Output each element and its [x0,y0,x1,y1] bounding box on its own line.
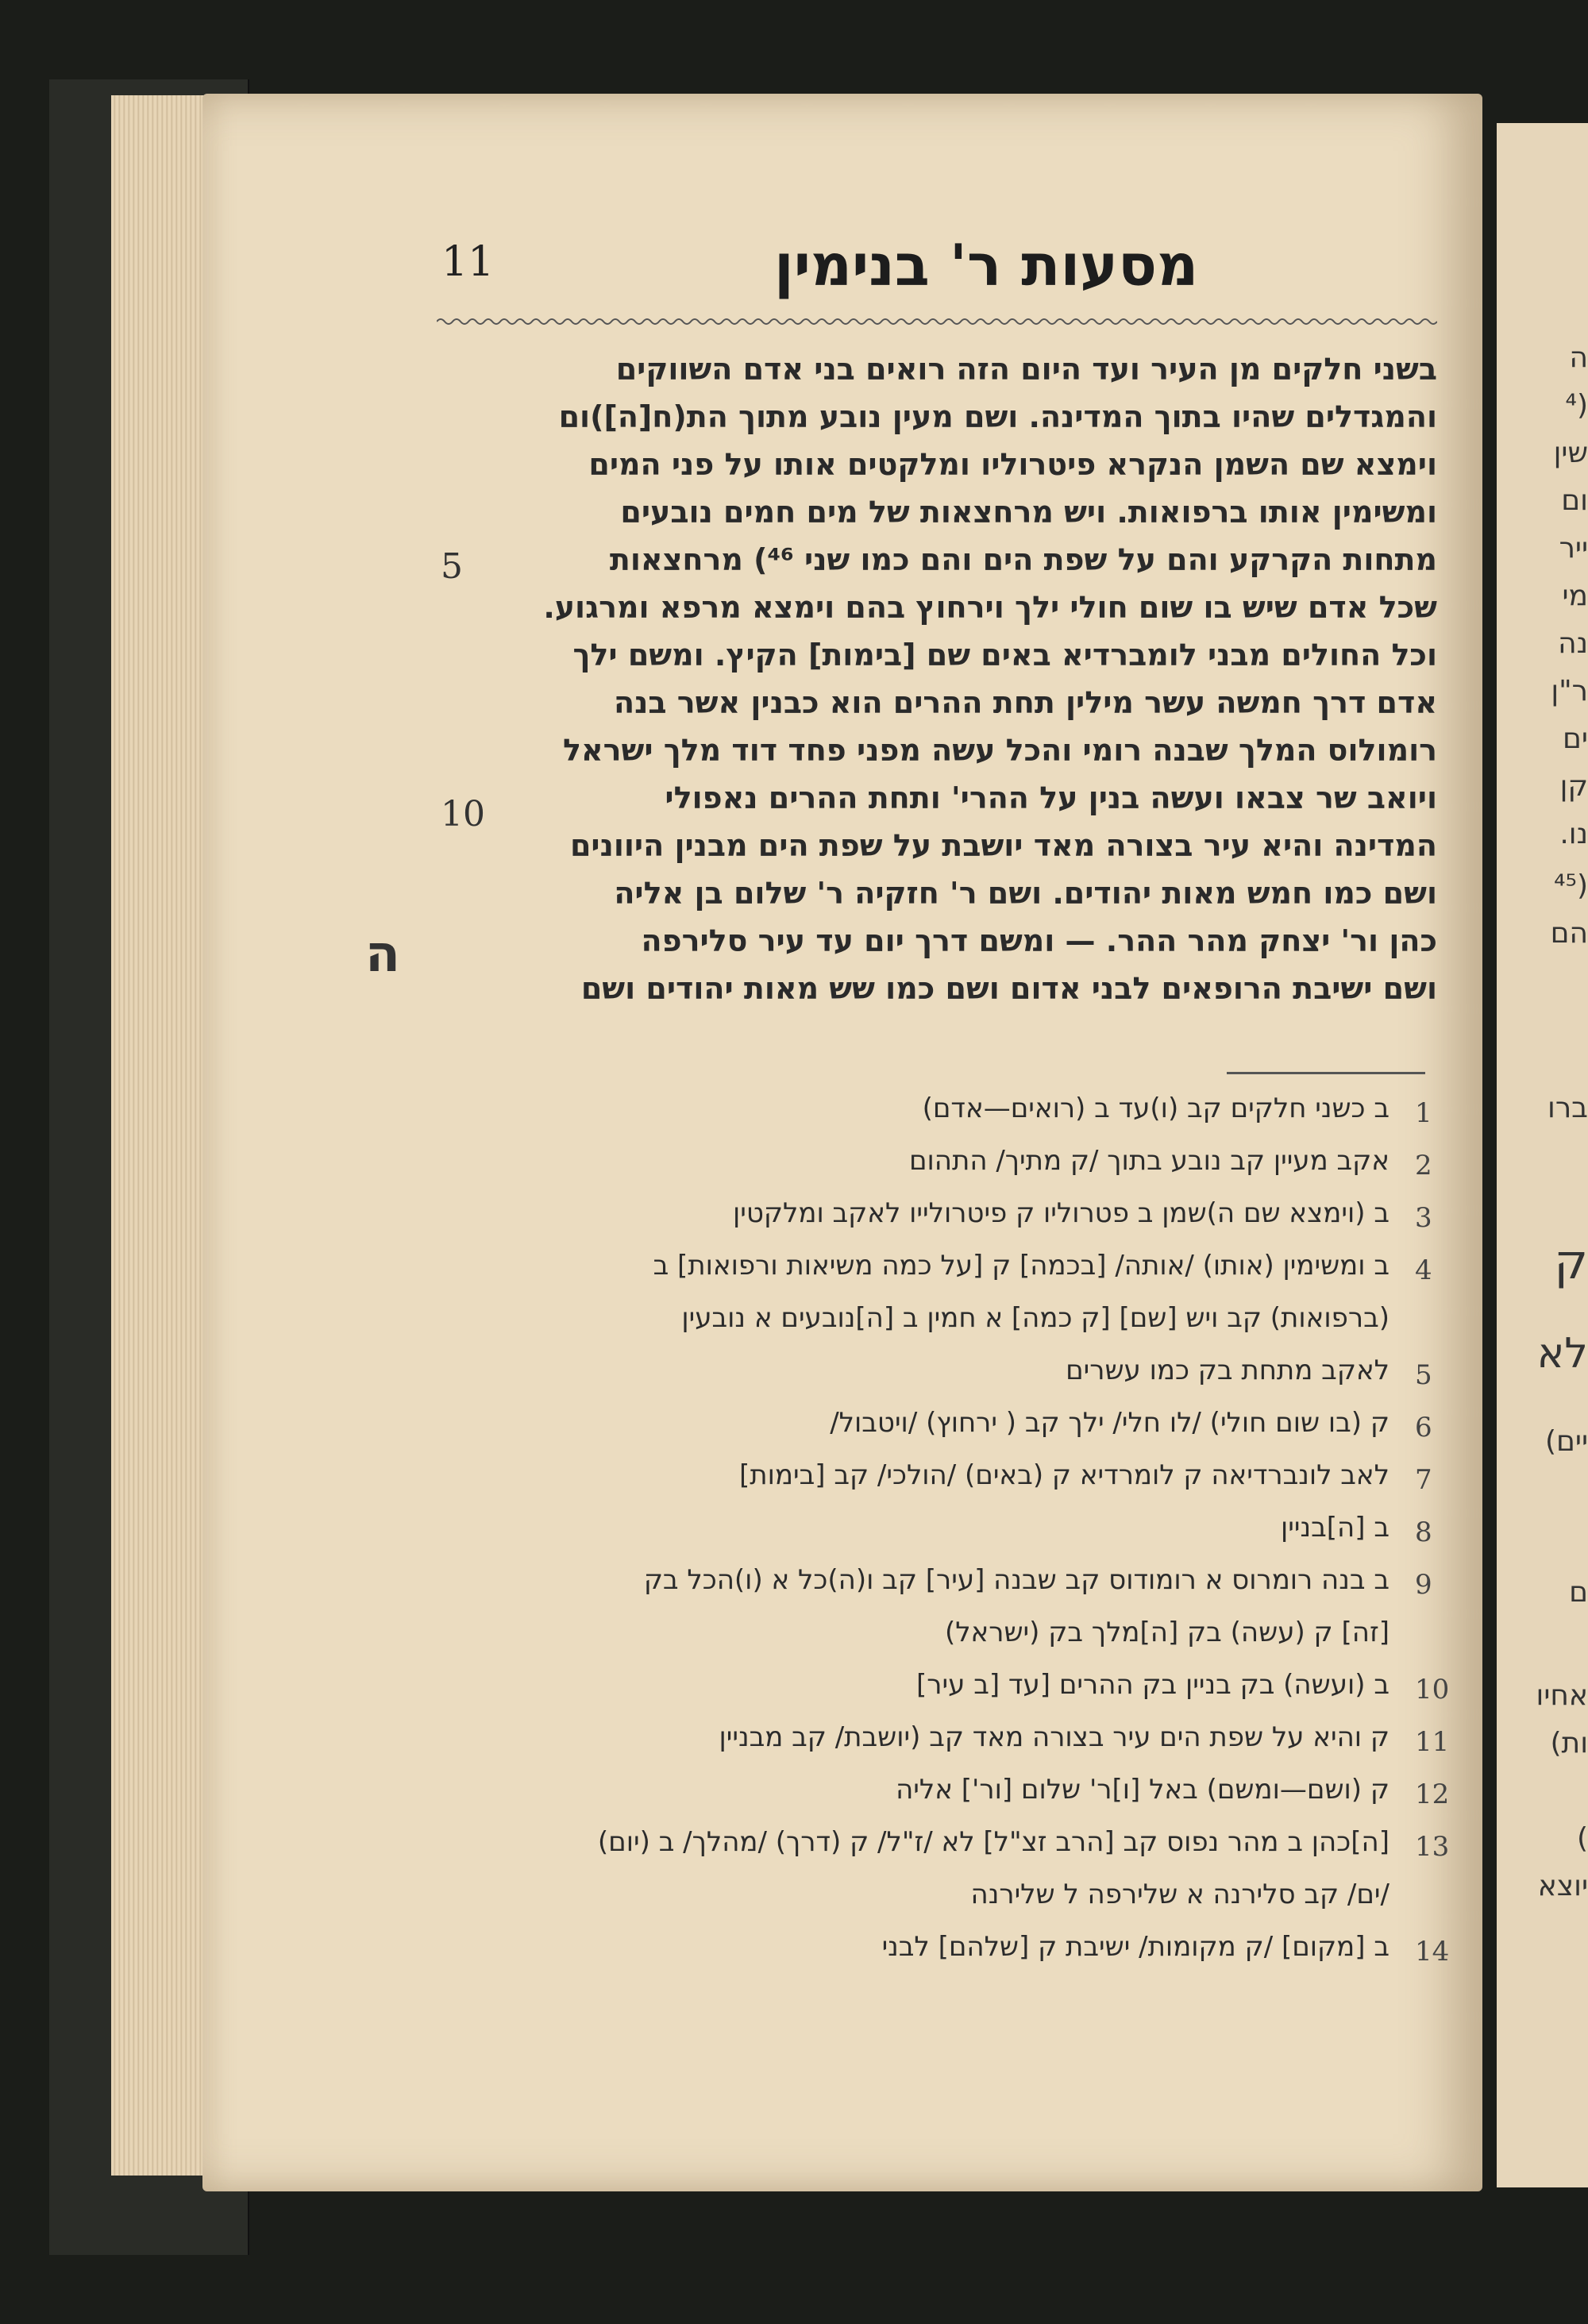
apparatus-text: ק (בו שום חולי) /לו חלי/ ילך קב ( ירחוץ) /ויטבול/ [830,1407,1390,1439]
apparatus-row [429,1509,1437,1561]
apparatus-row [429,1194,1437,1247]
apparatus-row [429,1666,1450,1718]
line-number: 10 [441,794,485,834]
apparatus-row [429,1771,1450,1823]
text-line: וכל החולים מבני לומברדיא באים שם [בימות] הקיץ. ומשם ילך [572,638,1437,673]
facing-page-fragment: קן [1559,770,1588,803]
apparatus-text: ב [מקום] /ק מקומות/ ישיבת ק [שלהם] לבני [881,1931,1390,1963]
facing-page-fragment: (⁴⁵ [1554,869,1588,902]
apparatus-line-number: 9 [1415,1569,1432,1601]
apparatus-text: ב (וימצא שם ה)שמן ב פטרוליו ק פיטרולייו לאקב ומלקטין [732,1197,1390,1229]
facing-page-fragment: ר"ן [1551,675,1588,707]
apparatus-text: (ברפואות) קב ויש [שם] [ק כמה] א חמין ב [ה]נובעים א נובעין [681,1302,1390,1334]
apparatus-line-number: 3 [1415,1202,1432,1234]
apparatus-text: לאקב מתחת בק כמו עשרים [1066,1355,1390,1386]
decorative-wavy-rule [437,314,1437,330]
page-number: 11 [441,238,495,286]
facing-page [1497,123,1588,2187]
apparatus-line-number: 1 [1415,1097,1432,1129]
apparatus-line-number: 11 [1415,1726,1450,1758]
apparatus-text: ב (ועשה) בק בניין בק ההרים [עד [ב עיר] [916,1669,1390,1701]
apparatus-line-number: 6 [1415,1412,1432,1443]
facing-page-fragment: ם [1569,1576,1588,1609]
facing-page-fragment: נו. [1559,818,1588,850]
running-title: מסעות ר' בנימין [774,232,1199,299]
apparatus-row [429,1142,1437,1194]
apparatus-text: [זה] ק (עשה) בק [ה]מלך בק (ישראל) [944,1617,1390,1648]
text-line: ושם כמו חמש מאות יהודים. ושם ר' חזקיה ר' שלום בן אליה [614,876,1437,911]
apparatus-row [429,1718,1450,1771]
text-line: אדם דרך חמשה עשר מילין תחת ההרים הוא כבנין אשר בנה [614,685,1437,720]
apparatus-text: ק והיא על שפת הים עיר בצורה מאד קב (יושבת/ קב מבניין [719,1721,1390,1753]
apparatus-line-number: 12 [1415,1779,1450,1810]
text-line: והמגדלים שהיו בתוך המדינה. ושם מעין נובע מתוך הת(ח[ה])ום [558,399,1437,434]
facing-page-fragment: ום [1561,484,1588,517]
apparatus-row [429,1351,1437,1404]
critical-apparatus [429,1089,1450,1980]
facing-page-fragment: לא [1536,1330,1588,1378]
apparatus-row [429,1561,1437,1613]
facing-page-fragment: יוצא [1537,1870,1588,1902]
apparatus-row [429,1247,1437,1299]
text-line: ומשימין אותו ברפואות. ויש מרחצאות של מים חמים נובעים [620,495,1437,530]
apparatus-line-number: 7 [1415,1464,1432,1496]
apparatus-row [429,1089,1437,1142]
apparatus-row [429,1823,1450,1875]
apparatus-text: ב [ה]בניין [1281,1512,1390,1544]
apparatus-line-number: 10 [1415,1674,1450,1705]
apparatus-text: אקב מעיין קב נובע בתוך /ק מתיך/ התהום [908,1145,1390,1177]
apparatus-text: [ה]כהן ב מהר נפוס קב [הרב זצ"ל] לא /ז"ל/ ק (דרך) /מהלך/ ב (יום) [597,1826,1390,1858]
facing-page-fragment: שין [1553,437,1588,469]
apparatus-line-number: 14 [1415,1936,1450,1967]
facing-page-fragment: ות) [1550,1727,1588,1759]
text-line: כהן ור' יצחק מהר ההר. — ומשם דרך יום עד עיר סלירפה [641,923,1437,958]
apparatus-text: ב כשני חלקים קב (ו)עד ב (רואים—אדם) [922,1093,1390,1124]
apparatus-line-number: 5 [1415,1359,1432,1391]
apparatus-text: ק (ושם—ומשם) באל [ו]ר' שלום [ור'] אליה [896,1774,1390,1806]
text-line: בשני חלקים מן העיר ועד היום הזה רואים בני אדם השווקים [615,352,1437,387]
apparatus-line-number: 4 [1415,1254,1432,1286]
facing-page-fragment: יים) [1544,1425,1588,1458]
apparatus-row [429,1299,1437,1351]
apparatus-divider [1227,1072,1425,1074]
apparatus-text: ב ומשימין (אותו) /אותה/ [בכמה] ק [על כמה משיאות ורפואות] ב [653,1250,1390,1281]
apparatus-text: /ים/ קב סלירנה א שלירפה ל שלירנה [970,1879,1390,1910]
facing-page-fragment: ה [1569,341,1588,374]
facing-page-fragment: ים [1563,723,1588,755]
apparatus-row [429,1613,1437,1666]
text-line: שכל אדם שיש בו שום חולי ילך וירחוץ בהם וימצא מרפא ומרגוע. [543,590,1437,625]
apparatus-text: לאב לונברדיאה ק לומרדיא ק (באים) /הולכי/ קב [בימות] [739,1459,1390,1491]
text-line: רומולוס המלך שבנה רומי והכל עשה מפני פחד דוד מלך ישראל [562,733,1437,768]
facing-page-fragment: ) [1576,1822,1588,1855]
apparatus-text: ב בנה רומרוס א רומודוס קב שבנה [עיר] קב ו(ה)כל א (ו)הכל בק [643,1564,1390,1596]
facing-page-fragment: ברו [1548,1092,1588,1124]
margin-letter: ה [365,925,400,984]
facing-page-fragment: נה [1558,627,1588,660]
apparatus-row [429,1404,1437,1456]
facing-page-fragment: ק [1554,1235,1588,1290]
apparatus-row [429,1456,1437,1509]
apparatus-line-number: 13 [1415,1831,1450,1863]
apparatus-row [429,1928,1450,1980]
apparatus-row [429,1875,1437,1928]
main-text [508,345,1437,1012]
text-line: מתחות הקרקע והם על שפת הים והם כמו שני ⁴⁶) מרחצאות [609,542,1437,577]
apparatus-line-number: 8 [1415,1517,1432,1548]
facing-page-fragment: אחיו [1536,1679,1588,1712]
text-line: וימצא שם השמן הנקרא פיטרוליו ומלקטים אותו על פני המים [588,447,1437,482]
text-line: ויואב שר צבאו ועשה בנין על ההרי' ותחת ההרים נאפולי [665,780,1437,815]
text-line: המדינה והיא עיר בצורה מאד יושבת על שפת הים מבנין היוונים [569,828,1437,863]
facing-page-fragment: מי [1562,580,1588,612]
line-number: 5 [441,546,463,587]
facing-page-fragment: ייר [1559,532,1588,565]
text-line: ושם ישיבת הרופאים לבני אדום ושם כמו שש מאות יהודים ושם [580,971,1437,1006]
facing-page-fragment: (⁴ [1565,389,1588,422]
apparatus-line-number: 2 [1415,1150,1432,1181]
facing-page-fragment: הם [1550,917,1588,950]
